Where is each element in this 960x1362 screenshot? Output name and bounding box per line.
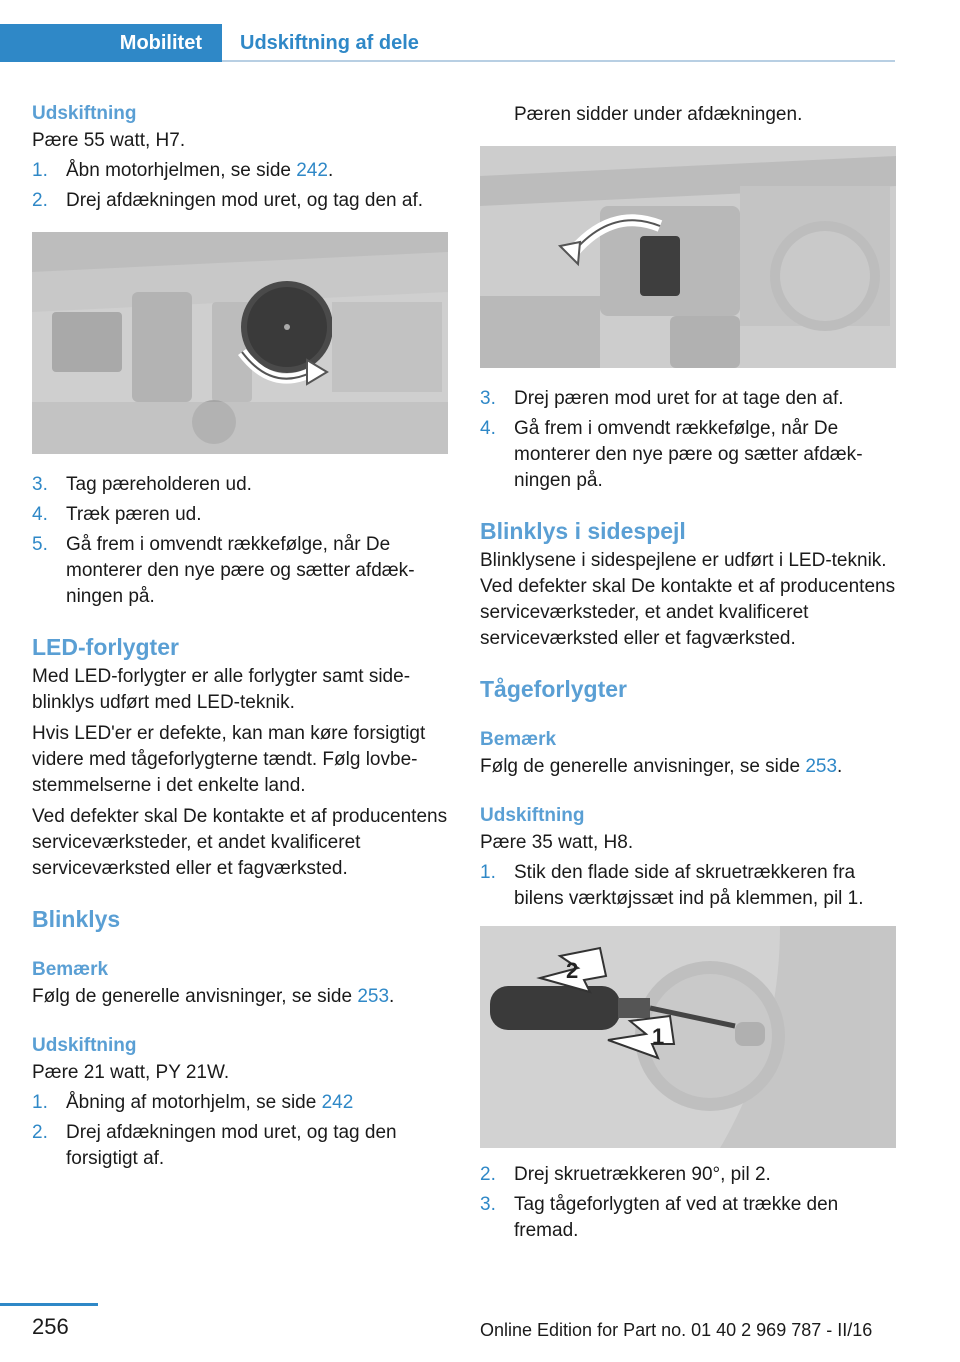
bulb-cover-illustration — [480, 146, 896, 368]
section-tab-udskiftning[interactable]: Udskiftning af dele — [240, 32, 419, 54]
steps-list — [32, 158, 450, 214]
step-number: 3. — [32, 474, 48, 495]
paragraph: Blinklysene i sidespejlene er udført i LED-teknik. Ved defekter skal De kontakte et af producentens serviceværksteder, et andet kvalificeret serviceværksted eller et fagværksted. — [480, 550, 896, 649]
page-link[interactable]: 253 — [805, 756, 838, 777]
paragraph: Hvis LED'er er defekte, kan man køre forsigtigt videre med tågeforlygterne tændt. Følg lovbestemmelserne i det enkelte land. — [32, 723, 426, 796]
fog-light-image — [480, 926, 896, 1148]
heading-taageforlygter: Tågeforlygter — [480, 676, 627, 702]
page-link[interactable]: 253 — [357, 986, 390, 1007]
heading-bemaerk: Bemærk — [480, 729, 557, 750]
bulb-cover-image — [480, 146, 896, 368]
list-item — [480, 386, 898, 412]
step-number: 1. — [32, 1092, 48, 1113]
paragraph: Pæren sidder under afdækningen. — [514, 104, 803, 125]
list-item — [480, 1192, 898, 1244]
step-text: Drej afdækningen mod uret, og tag den af. — [66, 190, 424, 211]
step-number: 2. — [32, 1122, 48, 1143]
page-header — [0, 0, 960, 64]
step-number: 3. — [480, 388, 496, 409]
list-item — [32, 472, 450, 498]
paragraph: Følg de generelle anvisninger, se side 253. — [32, 986, 395, 1007]
left-column — [32, 96, 450, 1172]
arrow-label-2: 2 — [566, 958, 579, 983]
step-number: 2. — [480, 1164, 496, 1185]
steps-list — [32, 472, 450, 610]
paragraph: Ved defekter skal De kontakte et af producentens serviceværksteder, et andet kvalificeret serviceværksted eller et fagværksted. — [32, 806, 448, 879]
steps-list — [480, 1162, 898, 1244]
header-divider — [222, 60, 895, 62]
list-item — [480, 860, 898, 912]
list-item — [32, 1090, 450, 1116]
edition-note: Online Edition for Part no. 01 40 2 969 787 - II/16 — [480, 1320, 873, 1340]
bulb-spec: Pære 35 watt, H8. — [480, 832, 634, 853]
page-link[interactable]: 242 — [321, 1092, 354, 1113]
heading-udskiftning: Udskiftning — [32, 1035, 137, 1056]
steps-list — [480, 386, 898, 494]
section-tab-mobilitet[interactable]: Mobilitet — [0, 24, 222, 62]
list-item — [32, 188, 450, 214]
list-item — [32, 1120, 450, 1172]
page-link[interactable]: 242 — [296, 160, 328, 181]
step-text: Åbning af motorhjelm, se side 242 — [66, 1092, 354, 1113]
heading-blinklys: Blinklys — [32, 906, 121, 932]
list-item — [32, 158, 450, 184]
steps-list — [32, 1090, 450, 1172]
heading-bemaerk: Bemærk — [32, 959, 109, 980]
step-text: Tag pæreholderen ud. — [66, 474, 252, 495]
step-number: 2. — [32, 190, 48, 211]
list-item — [480, 1162, 898, 1188]
list-item — [32, 502, 450, 528]
bulb-spec: Pære 55 watt, H7. — [32, 130, 186, 151]
step-text: Åbn motorhjelmen, se side 242. — [66, 160, 334, 181]
headlight-cover-image — [32, 232, 448, 454]
step-number: 4. — [32, 504, 48, 525]
heading-blinklys-sidespejl: Blinklys i sidespejl — [480, 518, 686, 544]
list-item — [480, 416, 898, 494]
headlight-cover-illustration — [32, 232, 448, 454]
footer-divider — [0, 1303, 98, 1306]
paragraph: Med LED-forlygter er alle forlygter samt sideblinklys udført med LED-teknik. — [32, 666, 411, 713]
step-number: 1. — [480, 862, 496, 883]
bulb-spec: Pære 21 watt, PY 21W. — [32, 1062, 230, 1083]
step-text: Tag tågeforlygten af ved at trække den fremad. — [514, 1194, 839, 1241]
step-text: Drej afdækningen mod uret, og tag den forsigtigt af. — [66, 1122, 397, 1169]
list-item — [480, 102, 898, 128]
heading-udskiftning: Udskiftning — [32, 103, 137, 124]
heading-udskiftning: Udskiftning — [480, 805, 585, 826]
steps-list — [480, 860, 898, 912]
step-text: Gå frem i omvendt rækkefølge, når De monterer den nye pære og sætter afdækningen på. — [514, 418, 863, 491]
heading-led-forlygter: LED-forlygter — [32, 634, 179, 660]
paragraph: Følg de generelle anvisninger, se side 253. — [480, 756, 843, 777]
page-number: 256 — [32, 1314, 69, 1339]
step-number: 5. — [32, 534, 48, 555]
right-column — [480, 96, 898, 1244]
step-text: Træk pæren ud. — [66, 504, 202, 525]
step-text: Drej skruetrækkeren 90°, pil 2. — [514, 1164, 771, 1185]
step-number: 3. — [480, 1194, 496, 1215]
step-number: 1. — [32, 160, 48, 181]
step-number: 4. — [480, 418, 496, 439]
step-text: Stik den flade side af skruetrækkeren fra bilens værktøjssæt ind på klemmen, pil 1. — [514, 862, 864, 909]
step-text: Drej pæren mod uret for at tage den af. — [514, 388, 844, 409]
fog-light-illustration — [480, 926, 896, 1148]
list-item — [32, 532, 450, 610]
step-text: Gå frem i omvendt rækkefølge, når De monterer den nye pære og sætter afdækningen på. — [66, 534, 415, 607]
arrow-label-1: 1 — [652, 1024, 665, 1049]
